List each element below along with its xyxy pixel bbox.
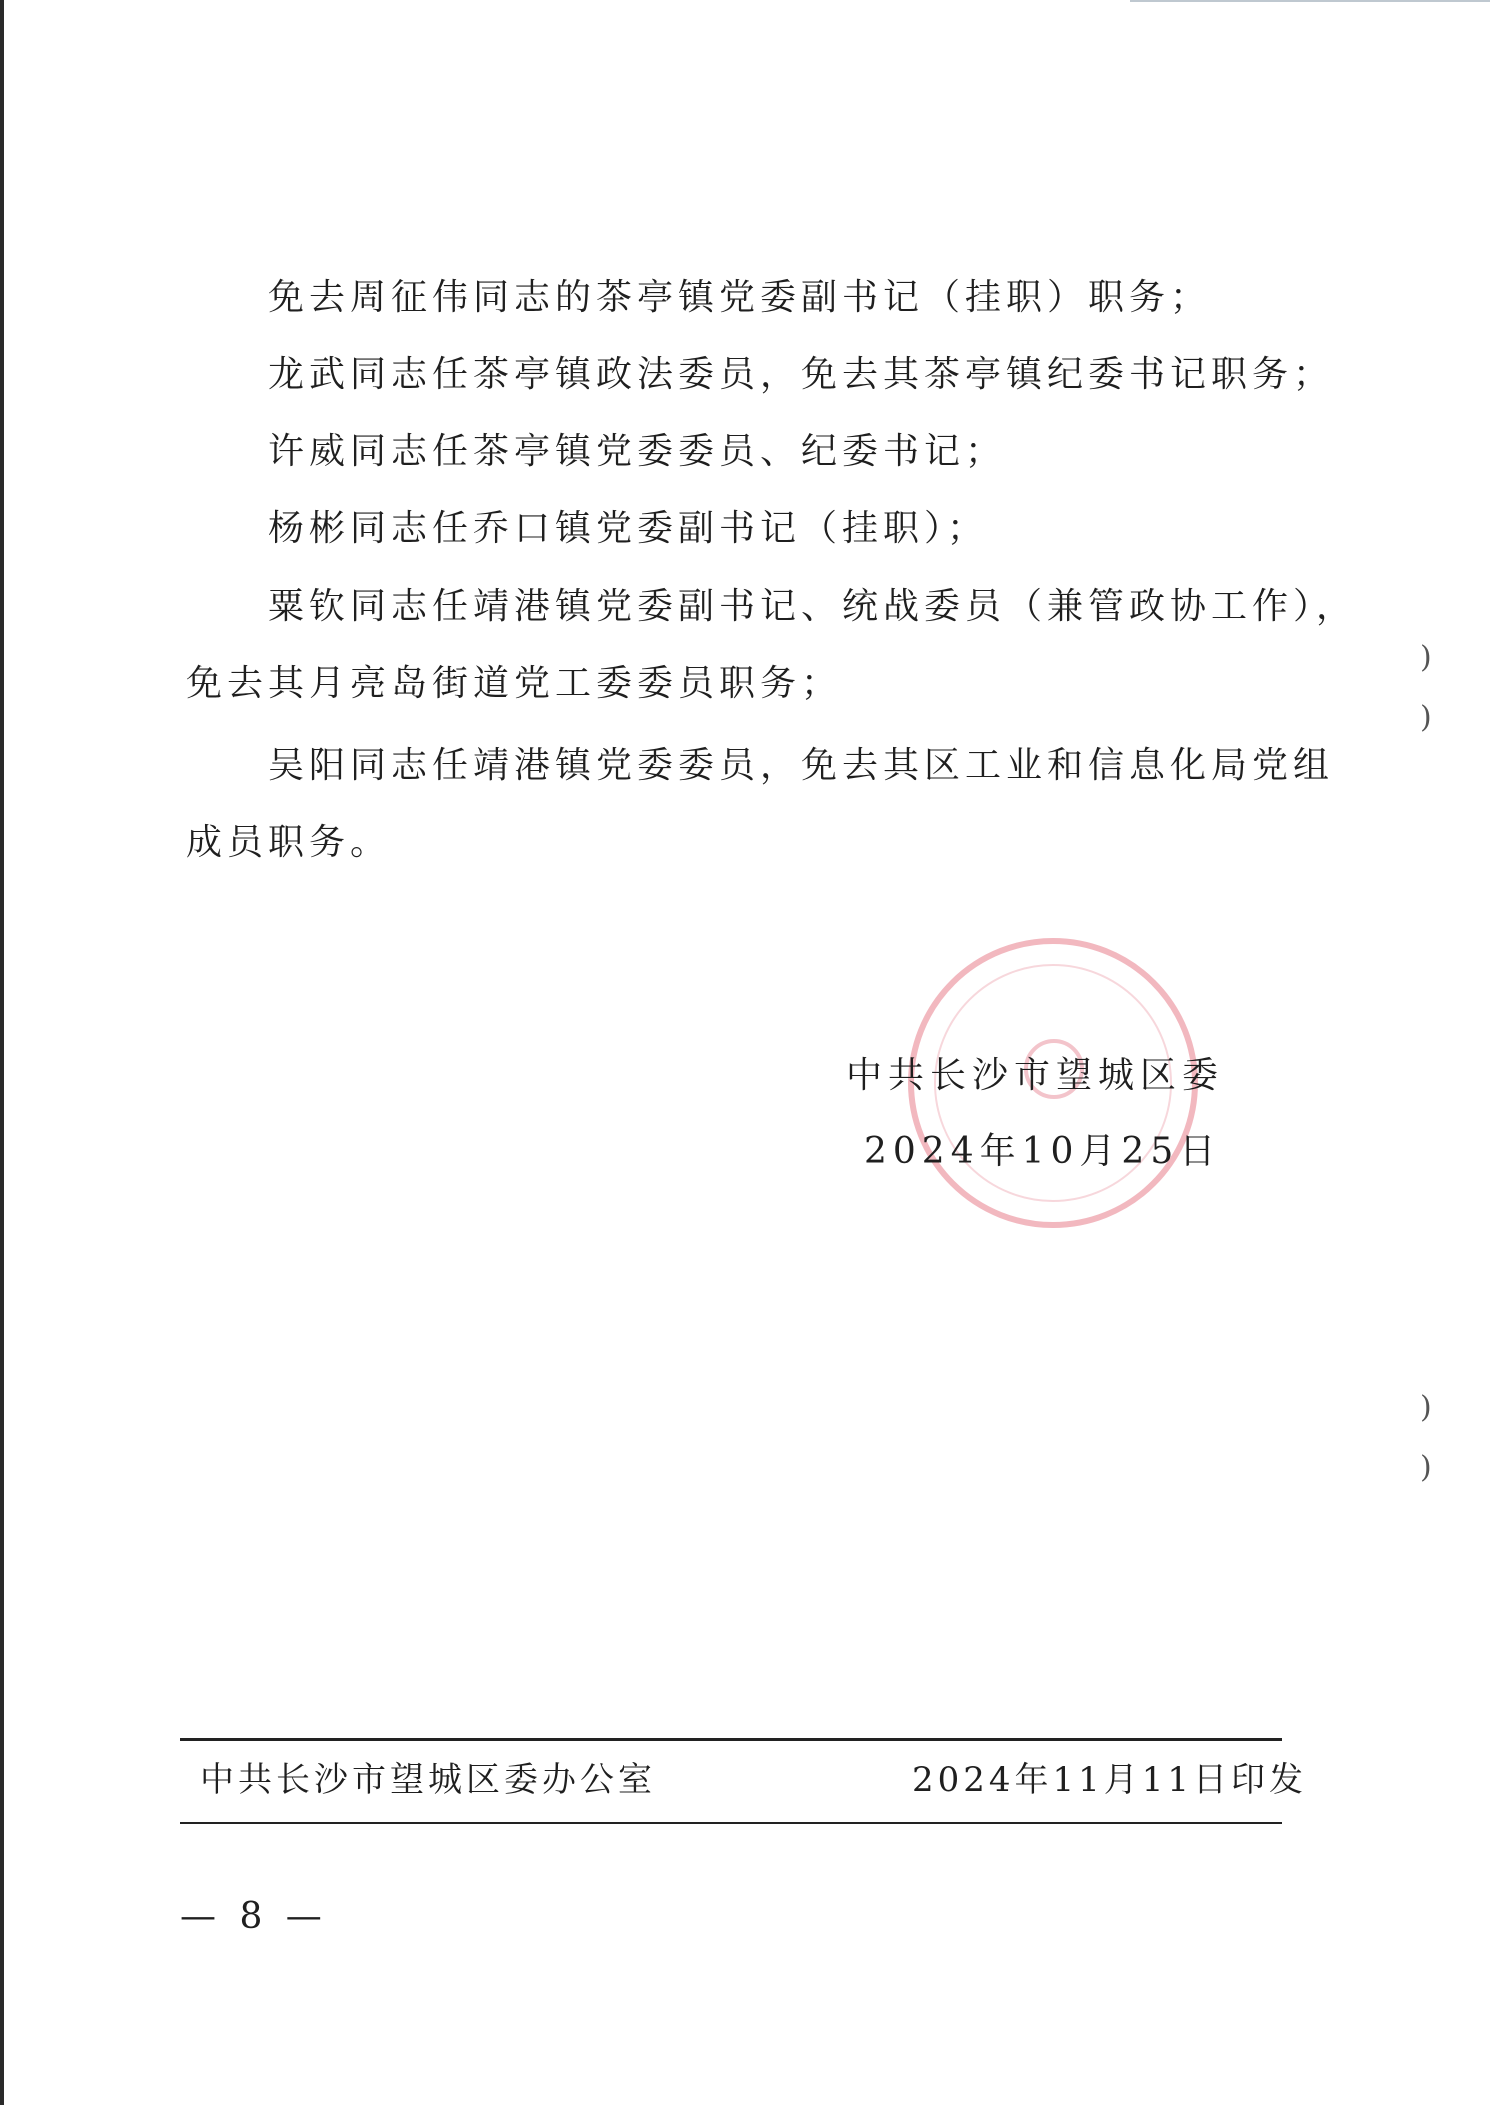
body-line-6: 免去其月亮岛街道党工委委员职务； <box>186 663 843 704</box>
footer-rule-bottom <box>180 1822 1282 1824</box>
footer-rule-top <box>180 1738 1282 1741</box>
scan-edge-top <box>1130 0 1490 2</box>
footer-issuer: 中共长沙市望城区委办公室 <box>200 1760 656 1800</box>
scan-edge <box>0 0 4 2105</box>
body-line-4: 杨彬同志任乔口镇党委副书记（挂职）； <box>268 508 989 549</box>
page-number: — 8 — <box>180 1896 328 1937</box>
body-line-7: 吴阳同志任靖港镇党委委员，免去其区工业和信息化局党组 <box>268 745 1335 786</box>
signature-date: 2024年10月25日 <box>864 1131 1222 1172</box>
signature-org: 中共长沙市望城区委 <box>846 1055 1225 1096</box>
scan-mark: ) <box>1420 640 1432 675</box>
body-line-5: 粟钦同志任靖港镇党委副书记、统战委员（兼管政协工作）， <box>268 586 1358 627</box>
body-line-3: 许威同志任茶亭镇党委委员、纪委书记； <box>268 431 1007 472</box>
body-line-1: 免去周征伟同志的茶亭镇党委副书记（挂职）职务； <box>268 277 1212 318</box>
scan-mark: ) <box>1420 1450 1432 1485</box>
body-line-2: 龙武同志任茶亭镇政法委员，免去其茶亭镇纪委书记职务； <box>268 354 1335 395</box>
body-line-8: 成员职务。 <box>186 822 392 863</box>
scan-mark: ) <box>1420 700 1432 735</box>
footer-issue-date: 2024年11月11日印发 <box>912 1760 1308 1800</box>
scan-mark: ) <box>1420 1390 1432 1425</box>
